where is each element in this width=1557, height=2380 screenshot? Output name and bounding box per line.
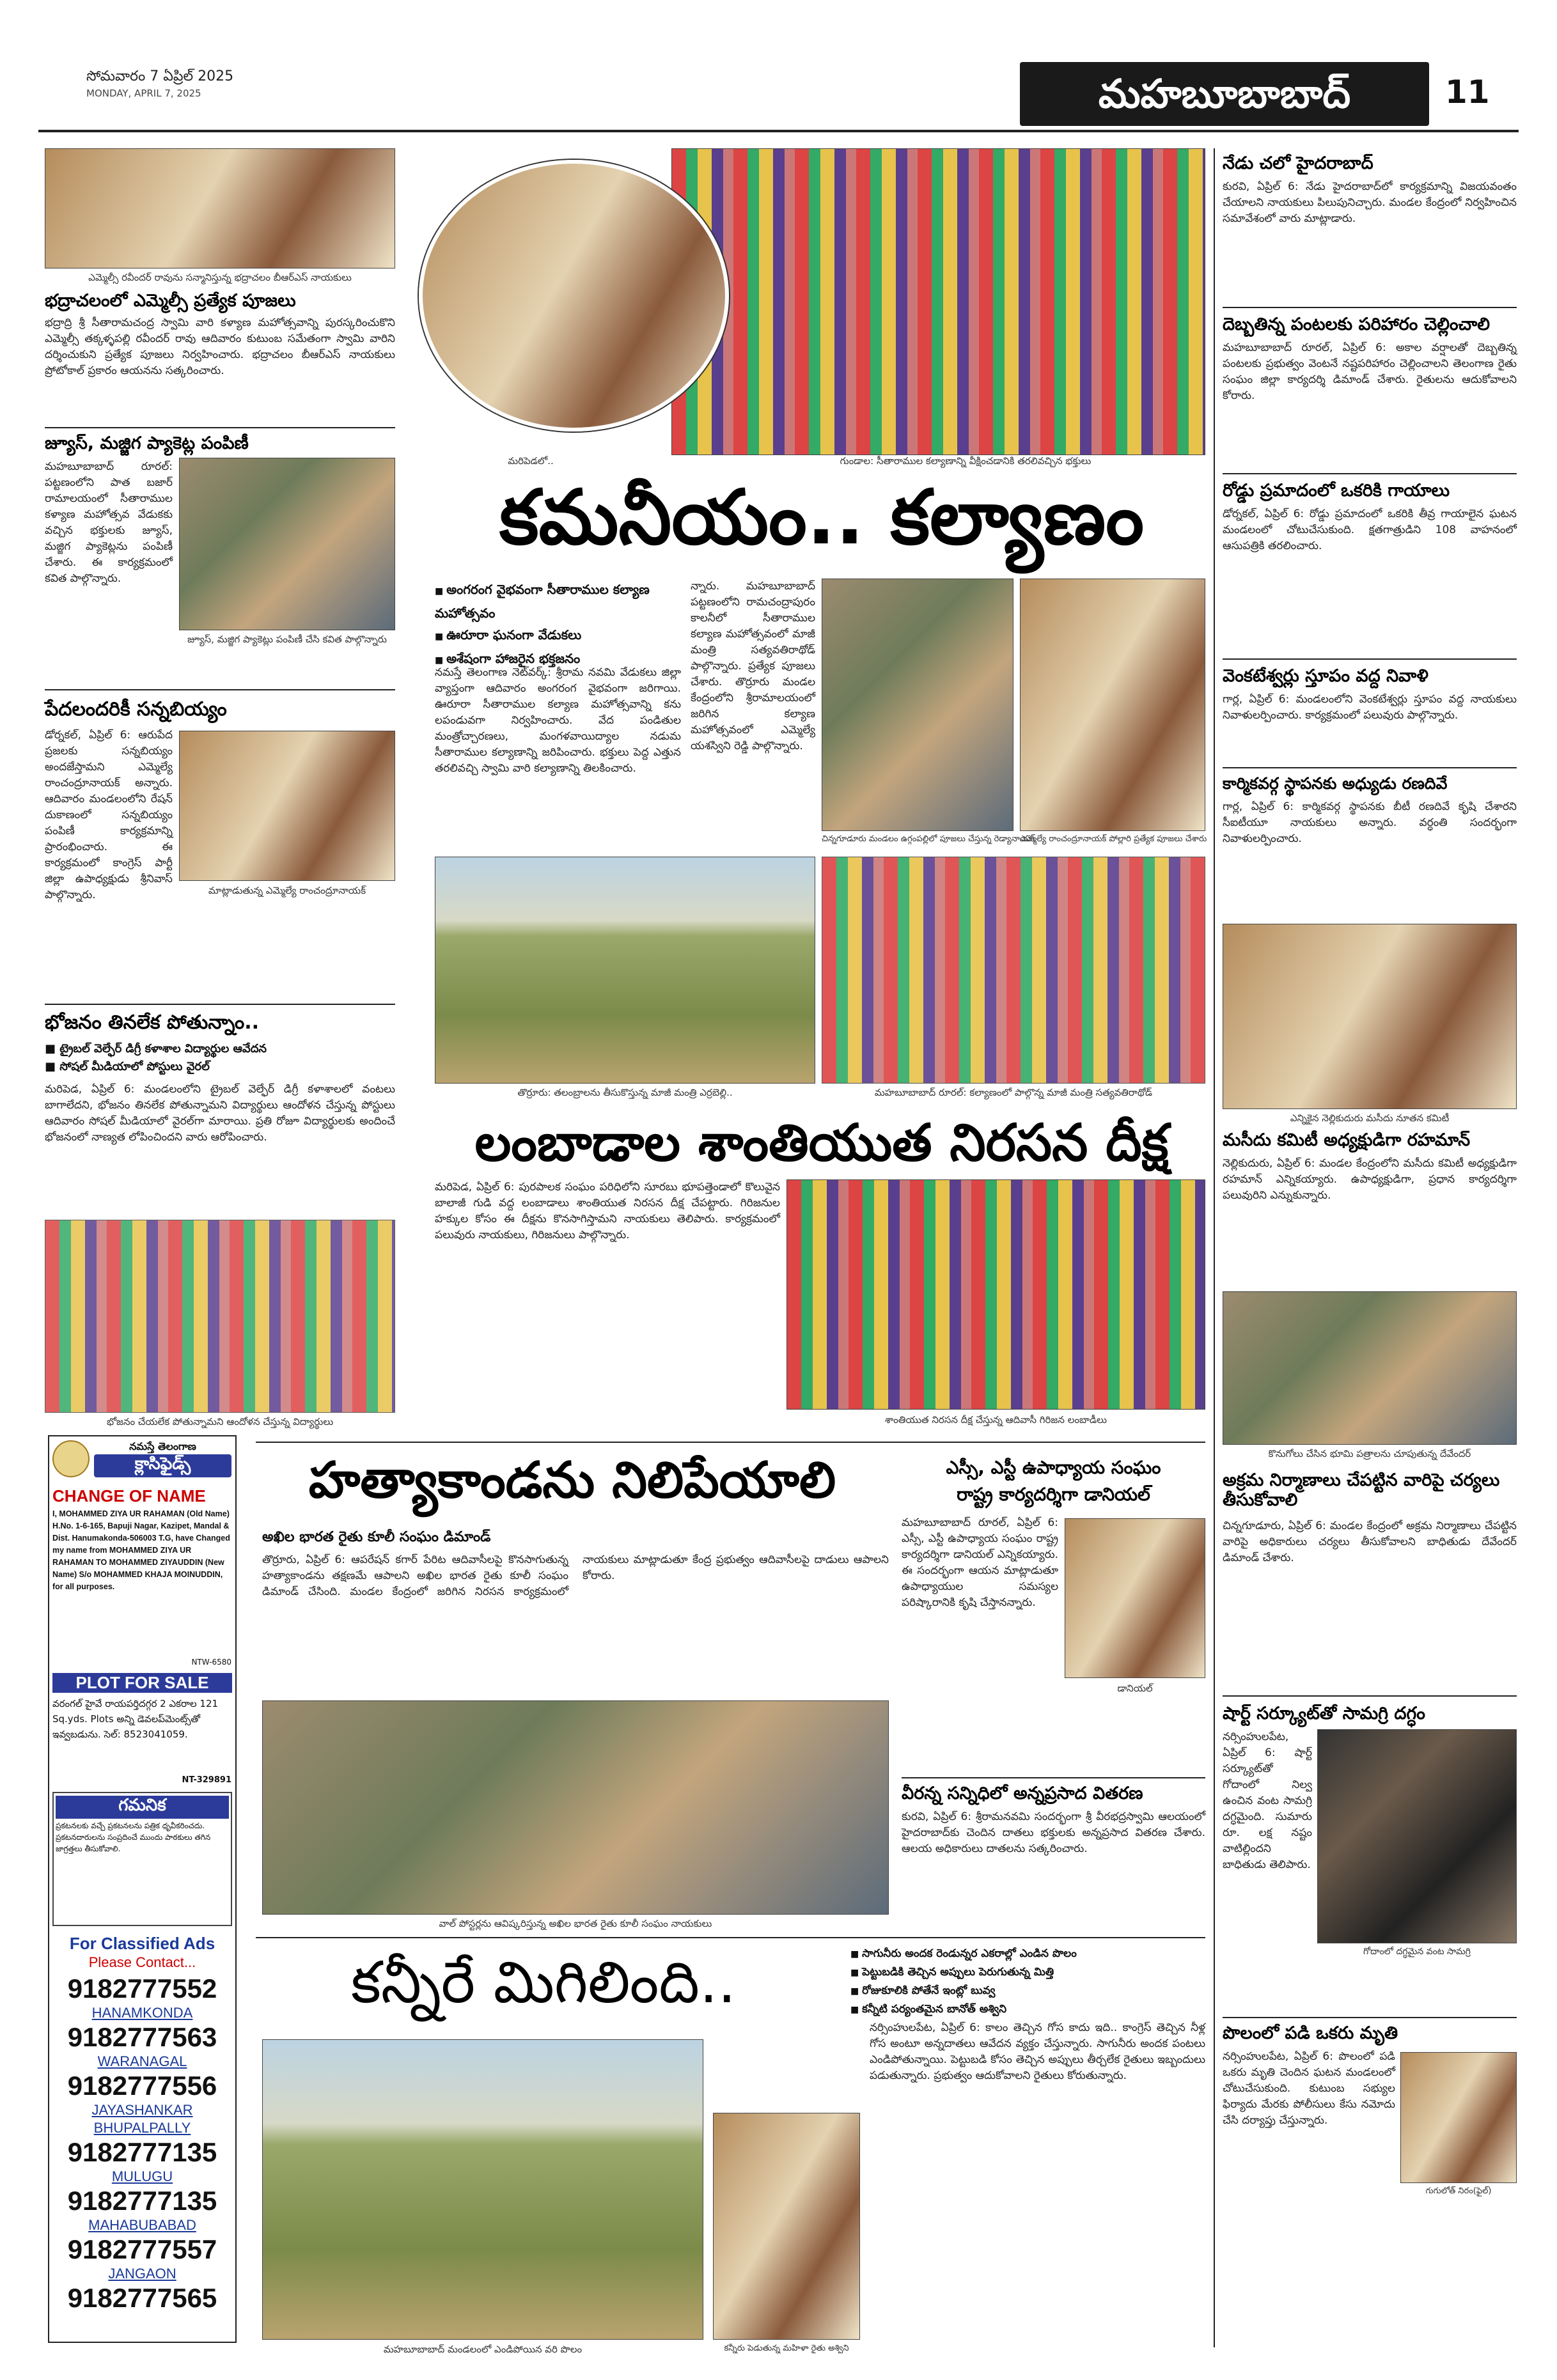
headline-illegal: అక్రమ నిర్మాణాలు చేపట్టిన వారిపై చర్యలు తీసుకోవాలి [1223, 1470, 1500, 1511]
divider [1223, 2017, 1517, 2018]
photo-ugampalli [822, 579, 1013, 831]
headline-stupa: వెంకటేశ్వర్లు స్తూపం వద్ద నివాళి [1223, 666, 1428, 686]
headline-mosque: మసీదు కమిటీ అధ్యక్షుడిగా రహమాన్ [1223, 1130, 1471, 1150]
sub-food-1: ■ ట్రైబల్ వెల్ఫేర్ డిగ్రీ కళాశాల విద్యార్థుల ఆవేదన [45, 1042, 267, 1055]
photo-rice [179, 731, 395, 881]
sub-hatya: అఖిల భారత రైతు కూలీ సంఘం డిమాండ్ [262, 1529, 491, 1545]
ads-heading: For Classified Ads [69, 1934, 215, 1953]
divider [1223, 1695, 1517, 1697]
headline-food: భోజనం తినలేక పోతున్నాం.. [45, 1011, 259, 1034]
headline-death: పొలంలో పడి ఒకరు మృతి [1223, 2023, 1398, 2043]
divider [1223, 767, 1517, 768]
headline-chalo: నేడు చలో హైదరాబాద్ [1223, 153, 1373, 173]
caption-daniel: డానియల్ [1117, 1683, 1153, 1694]
caption-burnt: గోదాంలో దగ్ధమైన వంట సామగ్రి [1363, 1947, 1471, 1957]
photo-kalyanam-idols [419, 160, 729, 432]
body-food: మరిపెడ, ఏప్రిల్ 6: మండలంలోని ట్రైబల్ వెల్ఫేర్ డిగ్రీ కళాశాలలో వంటలు బాగాలేదని, భోజనం తినలేక పోతున్నామని విద్యార్థులు ఆందోళన చేస్తున్న పోస్టులు ఆదివారం సోషల్ మీడియాలో వైరల్‌గా మారాయి. ప్రతి రోజూ విద్యార్థులకు అందించే భోజనంలో నాణ్యత లోపించిందని వారు ఆరోపించారు. [45, 1083, 395, 1144]
caption-mosque: ఎన్నికైన నెల్లికుదురు మసీదు నూతన కమిటీ [1290, 1112, 1450, 1124]
headline-ranadive: కార్మికవర్గ స్థాపనకు అధ్యుడు రణదివే [1223, 774, 1448, 793]
body-hatya: తొర్రూరు, ఏప్రిల్ 6: ఆపరేషన్ కగార్ పేరిట ఆదివాసీలపై కొనసాగుతున్న హత్యాకాండను తక్షణమే ఆపాలని అఖిల భారత రైతు కూలీ సంఘం డిమాండ్ చేసింది. మండల కేంద్రంలో జరిగిన నిరసన కార్యక్రమంలో నాయకులు మాట్లాడుతూ కేంద్ర ప్రభుత్వం ఆదివాసీలపై దాడులు ఆపాలని కోరారు. [262, 1553, 889, 1598]
photo-dry-field [262, 2039, 703, 2340]
body-lambada: మరిపెడ, ఏప్రిల్ 6: పురపాలక సంఘం పరిధిలోని సూరబు భూపత్తెండాలో కొలువైన బాలాజీ గుడి వద్ద లంబాడాలు శాంతియుత నిరసన దీక్ష చేపట్టారు. గిరిజనుల హక్కుల కోసం ఈ దీక్షను కొనసాగిస్తామని నాయకులు తెలిపారు. కార్యక్రమంలో పలువురు నాయకులు, గిరిజనులు పాల్గొన్నారు. [435, 1181, 780, 1241]
ads-phone[interactable]: 9182777556 [67, 2071, 217, 2101]
ads-phone[interactable]: 9182777565 [67, 2283, 217, 2313]
body-bhadrachalam: భద్రాద్రి శ్రీ సీతారామచంద్ర స్వామి వారి కళ్యాణ మహోత్సవాన్ని పురస్కరించుకొని ఎమ్మెల్సీ తక్కళ్ళపల్లి రవీందర్ రావు ఆదివారం కుటుంబ సమేతంగా స్వామి వారిని దర్శించుకుని ప్రత్యేక పూజలు నిర్వహించారు. భద్రాచలం బీఆర్ఎస్ నాయకులు ప్రోటోకాల్ ప్రకారం ఆయనను సత్కరించారు. [45, 316, 395, 377]
photo-mosque-committee [1223, 924, 1517, 1109]
notice-text: ప్రకటనలకు వచ్చే ప్రకటనలను పత్రిక ధృవీకరించదు. ప్రకటనదారులను సంప్రదించే ముందు పాఠకులు తగిన జాగ్రత్తలు తీసుకోవాలి. [56, 1821, 211, 1853]
notice-heading: గమనిక [56, 1796, 229, 1819]
caption-devender: కొనుగోలు చేసిన భూమి పత్రాలను చూపుతున్న దేవేందర్ [1268, 1448, 1471, 1459]
plot-heading: PLOT FOR SALE [52, 1673, 232, 1693]
body-short-circuit: నర్సింహులపేట, ఏప్రిల్ 6: షార్ట్ సర్క్యూట్‌తో గోదాంలో నిల్వ ఉంచిన వంట సామగ్రి దగ్ధమైంది. సుమారు రూ. లక్ష నష్టం వాటిల్లిందని బాధితుడు తెలిపారు. [1223, 1731, 1312, 1871]
divider [902, 1777, 1205, 1778]
caption-gundala: గుండాల: సీతారాముల కల్యాణాన్ని వీక్షించడానికి తరలివచ్చిన భక్తులు [840, 455, 1091, 467]
headline-accident: రోడ్డు ప్రమాదంలో ఒకరికి గాయాలు [1223, 481, 1450, 501]
caption-thorrur: తొర్రూరు: తలంబ్రాలను తీసుకొస్తున్న మాజీ మంత్రి ఎర్రబెల్లి.. [517, 1087, 733, 1098]
date-english: MONDAY, APRIL 7, 2025 [86, 88, 201, 99]
photo-farmer-ashwini [713, 2113, 860, 2340]
caption-students: భోజనం చేయలేక పోతున్నామని ఆందోళన చేస్తున్న విద్యార్థులు [106, 1416, 334, 1427]
body-kalyanam-2: న్నారు. మహబూబాబాద్ పట్టణంలోని రామచంద్రాపురం కాలనీలో సీతారాముల కల్యాణ మహోత్సవంలో మాజీ మంత్రి సత్యవతిరాథోడ్ పాల్గొన్నారు. ప్రత్యేక పూజలు చేశారు. తొర్రూరు మండల కేంద్రంలోని శ్రీరామాలయంలో జరిగిన కల్యాణ మహోత్సవంలో ఎమ్మెల్యే యశస్విని రెడ్డి పాల్గొన్నారు. [691, 580, 815, 752]
caption-satyavathi: మహబూబాబాద్ రూరల్: కల్యాణంలో పాల్గొన్న మాజీ మంత్రి సత్యవతిరాథోడ్ [874, 1087, 1153, 1098]
body-compensation: మహబూబాబాద్ రూరల్, ఏప్రిల్ 6: అకాల వర్షాలతో దెబ్బతిన్న పంటలకు ప్రభుత్వం వెంటనే నష్టపరిహారం చెల్లించాలని తెలంగాణ రైతు సంఘం జిల్లా కార్యదర్శి డిమాండ్ చేశారు. రైతులను ఆదుకోవాలని కోరారు. [1223, 341, 1517, 402]
photo-mlc-felicitation [45, 148, 395, 268]
divider [1223, 473, 1517, 474]
ads-contact: Please Contact... [88, 1954, 196, 1970]
classifieds-title: క్లాసిఫైడ్స్ [94, 1454, 231, 1477]
bullet: ■ అంగరంగ వైభవంగా సీతారాముల కల్యాణ మహోత్సవం [435, 579, 681, 624]
masthead [38, 54, 1519, 131]
body-chalo: కురవి, ఏప్రిల్ 6: నేడు హైదరాబాద్‌లో కార్యక్రమాన్ని విజయవంతం చేయాలని నాయకులు పిలుపునిచ్చారు. మండల కేంద్రంలో నిర్వహించిన సమావేశంలో వారు మాట్లాడారు. [1223, 180, 1517, 225]
photo-devender [1223, 1291, 1517, 1445]
divider [45, 689, 395, 690]
ads-city: MULUGU [111, 2168, 173, 2184]
edition-title: మహబూబాబాద్ [1098, 70, 1351, 117]
caption-juice: జ్యూస్, మజ్జిగ ప్యాకెట్లు పంపిణీ చేసి కవిత పాల్గొన్నారు [187, 634, 387, 645]
divider [45, 1004, 395, 1005]
headline-short-circuit: షార్ట్ సర్క్యూట్‌తో సామగ్రి దగ్ధం [1223, 1704, 1425, 1723]
body-mosque: నెల్లికుదురు, ఏప్రిల్ 6: మండల కేంద్రంలోని మసీదు కమిటీ అధ్యక్షుడిగా రహమాన్ ఎన్నికయ్యారు. ఉపాధ్యక్షుడిగా, ప్రధాన కార్యదర్శిగా పలువురిని ఎన్నుకున్నారు. [1223, 1157, 1517, 1202]
body-accident: డోర్నకల్, ఏప్రిల్ 6: రోడ్డు ప్రమాదంలో ఒకరికి తీవ్ర గాయాలైన ఘటన మండలంలో చోటుచేసుకుంది. క్షతగాత్రుడిని 108 వాహనంలో ఆసుపత్రికి తరలించారు. [1223, 508, 1517, 552]
headline-kanneere: కన్నీరే మిగిలింది.. [350, 1949, 737, 2016]
body-ranadive: గార్ల, ఏప్రిల్ 6: కార్మికవర్గ స్థాపనకు బీటీ రణదివే కృషి చేశారని సీఐటీయూ నాయకులు అన్నారు. వర్ధంతి సందర్భంగా నివాళులర్పించారు. [1223, 800, 1517, 845]
divider [1223, 307, 1517, 308]
headline-rice: పేదలందరికీ సన్నబియ్యం [45, 698, 227, 720]
caption-wall-posters: వాల్ పోస్టర్లను ఆవిష్కరిస్తున్న అఖిల భారత రైతు కూలీ సంఘం నాయకులు [439, 1918, 712, 1929]
caption-deceased: గుగులోత్ నిరం(ఫైల్) [1425, 2186, 1492, 2196]
photo-thorrur [435, 857, 815, 1084]
ads-city: JAYASHANKAR BHUPALPALLY [91, 2102, 193, 2136]
date-telugu: సోమవారం 7 ఏప్రిల్ 2025 [86, 68, 234, 84]
headline-kalyanam: కమనీయం.. కల్యాణం [499, 473, 1145, 561]
bullets-kanneere [850, 1945, 1205, 2019]
headline-sc-st-2: రాష్ట్ర కార్యదర్శిగా డానియల్ [957, 1484, 1150, 1505]
plot-code: NT-329891 [182, 1775, 231, 1785]
bullet: ■ సాగునీరు అందక రెండున్నర ఎకరాల్లో ఎండిన పొలం [850, 1945, 1205, 1963]
caption-dry-field: మహబూబాబాద్ మండలంలో ఎండిపోయిన వరి పొలం [383, 2344, 583, 2355]
caption-lambada: శాంతియుత నిరసన దీక్ష చేస్తున్న ఆదివాసీ గిరిజన లంబాడీలు [885, 1414, 1107, 1426]
change-name-heading: CHANGE OF NAME [52, 1486, 206, 1505]
bullet: ■ ఊరూరా ఘనంగా వేడుకలు [435, 624, 681, 648]
body-illegal: చిన్నగూడూరు, ఏప్రిల్ 6: మండల కేంద్రంలో అక్రమ నిర్మాణాలు చేపట్టిన వారిపై అధికారులు చర్యలు తీసుకోవాలని బాధితుడు దేవేందర్ డిమాండ్ చేశారు. [1223, 1520, 1517, 1564]
classifieds-box [48, 1435, 237, 2343]
bullet: ■ రోజుకూలికి పోతేనే ఇంట్లో బువ్వ [850, 1982, 1205, 2000]
photo-juice [179, 458, 395, 630]
body-annaprasada: కురవి, ఏప్రిల్ 6: శ్రీరామనవమి సందర్భంగా శ్రీ వీరభద్రస్వామి ఆలయంలో హైదరాబాద్‌కు చెందిన దాతలు భక్తులకు అన్నప్రసాద వితరణ చేశారు. ఆలయ అధికారులు దాతలను సత్కరించారు. [902, 1810, 1205, 1855]
headline-bhadrachalam: భద్రాచలంలో ఎమ్మెల్సీ ప్రత్యేక పూజలు [45, 291, 296, 311]
headline-annaprasada: వీరన్న సన్నిధిలో అన్నప్రసాద వితరణ [902, 1784, 1143, 1803]
caption-farmer: కన్నీరు పెడుతున్న మహిళా రైతు అశ్విని [724, 2344, 849, 2353]
ads-city: JANGAON [108, 2266, 176, 2282]
ads-city: WARANAGAL [97, 2053, 187, 2069]
ads-phone[interactable]: 9182777552 [67, 1973, 217, 2003]
caption-maripeda: మరిపెడలో.. [508, 455, 554, 467]
divider [256, 1442, 1205, 1443]
body-rice: డోర్నకల్, ఏప్రిల్ 6: ఆరుపేద ప్రజలకు సన్నబియ్యం అందజేస్తామని ఎమ్మెల్యే రాంచంద్రూనాయక్ అన్నారు. ఆదివారం మండలంలోని రేషన్ దుకాణంలో సన్నబియ్యం పంపిణీ కార్యక్రమాన్ని ప్రారంభించారు. ఈ కార్యక్రమంలో కాంగ్రెస్ పార్టీ జిల్లా ఉపాధ్యక్షుడు శ్రీనివాస్ పాల్గొన్నారు. [45, 729, 173, 901]
divider [1223, 658, 1517, 660]
plot-text: వరంగల్ హైవే రాయపర్తిదగ్గర 2 ఎకరాల 121 Sq.yds. Plots అన్ని డెవలప్‌మెంట్స్‌తో ఇవ్వబడును. సెల్: 8523041059. [52, 1698, 219, 1740]
ads-list [52, 1973, 232, 2314]
photo-burnt-goods [1317, 1729, 1517, 1943]
headline-sc-st-1: ఎస్సీ, ఎస్టీ ఉపాధ్యాయ సంఘం [946, 1457, 1161, 1478]
photo-deceased [1400, 2052, 1517, 2183]
column-rule [1214, 148, 1215, 2347]
body-sc-st: మహబూబాబాద్ రూరల్, ఏప్రిల్ 6: ఎస్సీ, ఎస్టీ ఉపాధ్యాయ సంఘం రాష్ట్ర కార్యదర్శిగా డానియల్ ఎన్నికయ్యారు. ఈ సందర్భంగా ఆయన మాట్లాడుతూ ఉపాధ్యాయుల సమస్యల పరిష్కారానికి కృషి చేస్తానన్నారు. [902, 1516, 1058, 1609]
photo-kalyanam-crowd [671, 148, 1205, 455]
classifieds-title-top: నమస్తే తెలంగాణ [129, 1440, 196, 1452]
ads-phone[interactable]: 9182777135 [67, 2137, 217, 2167]
body-death: నర్సింహులపేట, ఏప్రిల్ 6: పొలంలో పడి ఒకరు మృతి చెందిన ఘటన మండలంలో చోటుచేసుకుంది. కుటుంబ సభ్యుల ఫిర్యాదు మేరకు పోలీసులు కేసు నమోదు చేసి దర్యాప్తు చేస్తున్నారు. [1223, 2050, 1395, 2127]
photo-wall-posters [262, 1700, 889, 1915]
ads-phone[interactable]: 9182777557 [67, 2234, 217, 2264]
sub-food-2: ■ సోషల్ మీడియాలో పోస్టులు వైరల్ [45, 1060, 210, 1073]
change-name-text: I, MOHAMMED ZIYA UR RAHAMAN (Old Name) H.No. 1-6-165, Bapuji Nagar, Kazipet, Mandal & Dist. Hanumakonda-506003 T.G, have Changed my name from MOHAMMED ZIYA UR RAHAMAN TO MOHAMMED ZIYAUDDIN (New Name) S/o MOHAMMED KHAJA MOINUDDIN, for all purposes. [52, 1509, 230, 1591]
body-kalyanam-1: నమస్తే తెలంగాణ నెట్‌వర్క్: శ్రీరామ నవమి వేడుకలు జిల్లా వ్యాప్తంగా ఆదివారం అంగరంగ వైభవంగా జరిగాయి. ఊరూరా సీతారాముల కల్యాణ మహోత్సవాన్ని కను లపండువగా నిర్వహించారు. వేద పండితుల మంత్రోచ్చారణలు, మంగళవాయిద్యాల నడుమ సీతారాముల కల్యాణాన్ని జరిపించారు. భక్తులు పెద్ద ఎత్తున తరలివచ్చి స్వామి వారి కల్యాణాన్ని తిలకించారు. [435, 666, 681, 775]
caption-ugampalli: చిన్నగూడూరు మండలం ఉగ్గంపల్లిలో పూజలు చేస్తున్న రెడ్యానాయక్ [822, 834, 1035, 844]
headline-juice: జ్యూస్, మజ్జిగ ప్యాకెట్ల పంపిణీ [45, 433, 249, 453]
divider [45, 427, 395, 428]
ads-phone[interactable]: 9182777135 [67, 2186, 217, 2216]
caption-mlc: ఎమ్మెల్సీ రవీందర్ రావును సన్మానిస్తున్న భద్రాచలం బీఆర్ఎస్ నాయకులు [88, 272, 352, 283]
classifieds-logo [52, 1440, 90, 1477]
photo-students [45, 1220, 395, 1413]
bullet: ■ పెట్టుబడికి తెచ్చిన అప్పులు పెరుగుతున్న మిత్తి [850, 1963, 1205, 1982]
body-kanneere: నర్సింహులపేట, ఏప్రిల్ 6: కాలం తెచ్చిన గోస కాదు ఇది.. కాంగ్రెస్ తెచ్చిన నీళ్ల గోస అంటూ అన్నదాతలు ఆవేదన వ్యక్తం చేస్తున్నారు. సాగునీరు అందక పంటలు ఎండిపోతున్నాయి. పెట్టుబడి కోసం తెచ్చిన అప్పులు తీర్చలేక రైతులు ఇబ్బందులు పడుతున్నారు. ప్రభుత్వం ఆదుకోవాలని రైతులు కోరుతున్నారు. [870, 2021, 1205, 2082]
bullet: ■ అశేషంగా హాజరైన భక్తజనం [435, 648, 681, 671]
page-number: 11 [1445, 74, 1490, 111]
ads-city: HANAMKONDA [91, 2005, 193, 2021]
body-juice: మహబూబాబాద్ రూరల్: పట్టణంలోని పాత బజార్ రామాలయంలో సీతారాముల కళ్యాణ మహోత్సవ వేడుకకు వచ్చిన భక్తులకు జ్యూస్, మజ్జిగ ప్యాకెట్లను పంపిణీ చేశారు. ఈ కార్యక్రమంలో కవిత పాల్గొన్నారు. [45, 460, 173, 585]
bullets-kalyanam [435, 579, 681, 671]
masthead-rule [38, 130, 1519, 132]
photo-mla-pooja [1020, 579, 1205, 831]
headline-lambada: లంబాడాల శాంతియుత నిరసన దీక్ష [474, 1113, 1169, 1172]
ads-phone[interactable]: 9182777563 [67, 2022, 217, 2052]
caption-mla-pooja: ఎమ్మెల్యే రాంచంద్రూనాయక్ పోల్లారి ప్రత్యేక పూజలు చేశారు [1020, 834, 1207, 844]
change-name-code: NTW-6580 [191, 1658, 231, 1667]
headline-compensation: దెబ్బతిన్న పంటలకు పరిహారం చెల్లించాలి [1223, 315, 1490, 334]
headline-hatya: హత్యాకాండను నిలిపేయాలి [308, 1452, 836, 1509]
bullet: ■ కన్నీటి పర్యంతమైన బానోత్ అశ్విని [850, 2000, 1205, 2019]
photo-daniel [1065, 1518, 1205, 1678]
photo-lambada-protest [786, 1179, 1205, 1410]
photo-satyavathi [822, 857, 1205, 1084]
body-stupa: గార్ల, ఏప్రిల్ 6: మండలంలోని వెంకటేశ్వర్లు స్తూపం వద్ద నాయకులు నివాళులర్పించారు. కార్యక్రమంలో పలువురు పాల్గొన్నారు. [1223, 693, 1517, 722]
ads-city: MAHABUBABAD [88, 2217, 196, 2233]
divider [256, 1937, 1205, 1938]
caption-rice: మాట్లాడుతున్న ఎమ్మెల్యే రాంచంద్రూనాయక్ [208, 885, 366, 896]
